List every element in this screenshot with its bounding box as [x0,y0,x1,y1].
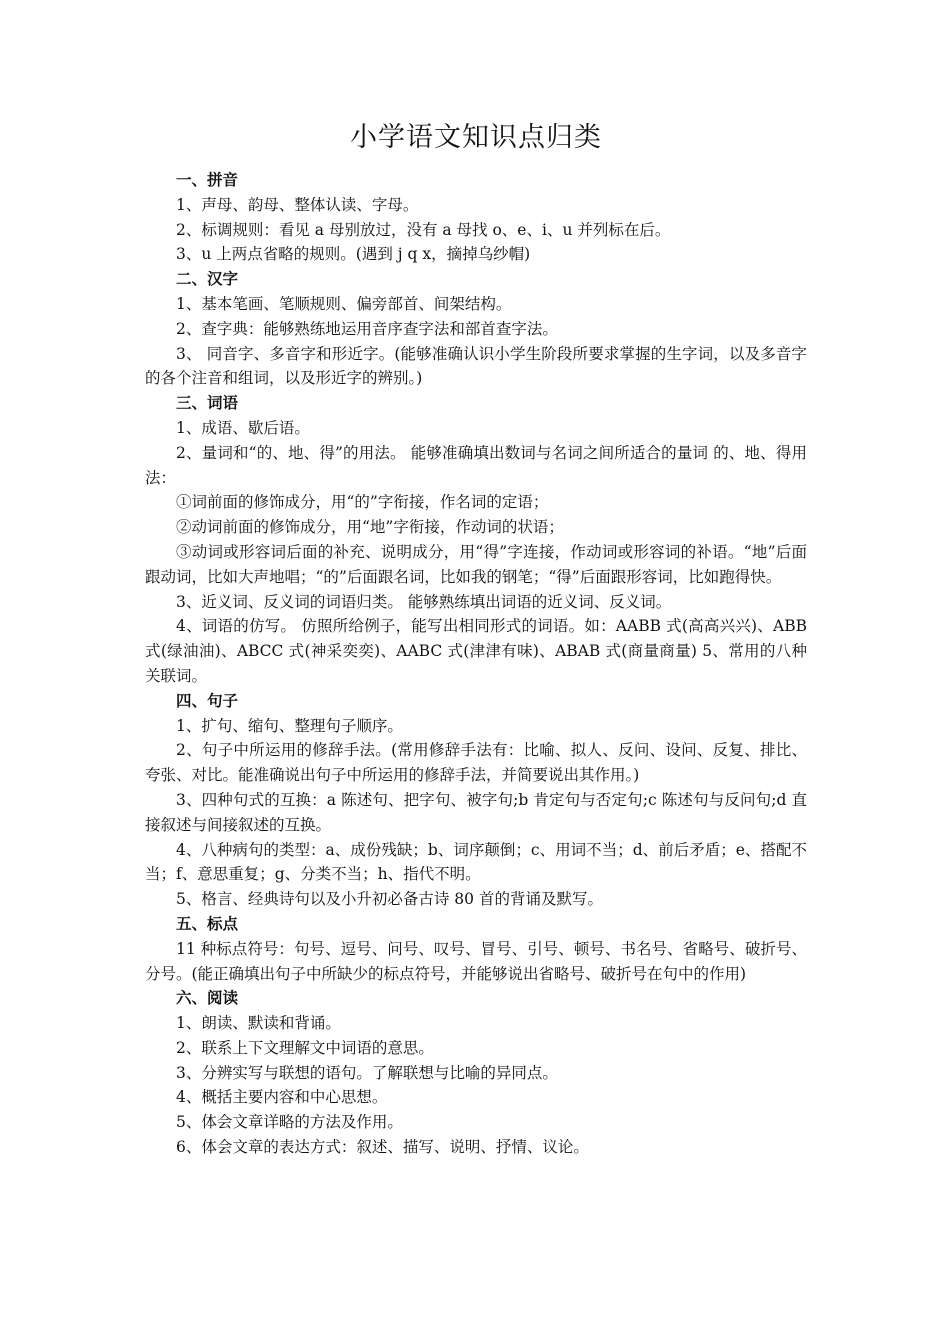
section-heading: 四、句子 [176,690,239,710]
paragraph: 4、概括主要内容和中心思想。 [176,1088,388,1107]
paragraph: 2、量词和“的、地、得”的用法。 能够准确填出数词与名词之间所适合的量词 的、地、得用法： [145,443,807,487]
paragraph: ②动词前面的修饰成分，用“地”字衔接，作动词的状语； [176,518,564,537]
paragraph: 1、成语、歇后语。 [176,418,310,437]
paragraph: ③动词或形容词后面的补充、说明成分，用“得”字连接，作动词或形容词的补语。“地”后面跟动词，比如大声地唱；“的”后面跟名词，比如我的钢笔；“得”后面跟形容词，比如跑得快。 [145,542,807,586]
paragraph: 6、体会文章的表达方式：叙述、描写、说明、抒情、议论。 [176,1138,589,1157]
paragraph: 2、联系上下文理解文中词语的意思。 [176,1038,434,1057]
paragraph: 2、查字典：能够熟练地运用音序查字法和部首查字法。 [176,319,558,338]
section-heading: 一、拼音 [176,170,239,189]
document-page [145,118,807,1160]
paragraph: 5、格言、经典诗句以及小升初必备古诗 80 首的背诵及默写。 [176,890,603,909]
paragraph: 3、近义词、反义词的词语归类。 能够熟练填出词语的近义词、反义词。 [176,592,672,611]
paragraph: 11 种标点符号：句号、逗号、问号、叹号、冒号、引号、顿号、书名号、省略号、破折号、分号。(能正确填出句子中所缺少的标点符号，并能够说出省略号、破折号在句中的作用) [145,939,807,983]
section-heading: 六、阅读 [176,988,239,1008]
section-heading: 二、汉字 [176,269,239,289]
document-body [145,168,807,1160]
paragraph: 2、标调规则：看见 a 母别放过，没有 a 母找 o、e、i、u 并列标在后。 [176,220,671,239]
section-heading: 五、标点 [176,913,239,933]
paragraph: 4、八种病句的类型：a、成份残缺；b、词序颠倒；c、用词不当；d、前后矛盾；e、搭配不当；f、意思重复；g、分类不当；h、指代不明。 [145,840,807,884]
paragraph: 1、扩句、缩句、整理句子顺序。 [176,716,403,735]
paragraph: 1、基本笔画、笔顺规则、偏旁部首、间架结构。 [176,294,512,313]
paragraph: 1、声母、韵母、整体认读、字母。 [176,195,419,214]
paragraph: 3、四种句式的互换：a 陈述句、把字句、被字句;b 肯定句与否定句;c 陈述句与反问句;d 直接叙述与间接叙述的互换。 [145,790,807,834]
paragraph: 3、 同音字、多音字和形近字。(能够准确认识小学生阶段所要求掌握的生字词，以及多音字的各个注音和组词，以及形近字的辨别。) [145,344,807,388]
section-heading: 三、词语 [176,393,239,413]
paragraph: 3、分辨实写与联想的语句。了解联想与比喻的异同点。 [176,1063,558,1082]
paragraph: 5、体会文章详略的方法及作用。 [176,1113,403,1132]
document-title: 小学语文知识点归类 [350,122,602,153]
paragraph: 1、朗读、默读和背诵。 [176,1014,341,1033]
paragraph: 4、词语的仿写。 仿照所给例子，能写出相同形式的词语。如：AABB 式(高高兴兴)、ABB 式(绿油油)、ABCC 式(神采奕奕)、AABC 式(津津有味)、ABAB 式(商量商量) 5、常用的八种关联词。 [145,617,807,685]
paragraph: ①词前面的修饰成分，用“的”字衔接，作名词的定语； [176,493,549,512]
paragraph: 2、句子中所运用的修辞手法。(常用修辞手法有：比喻、拟人、反问、设问、反复、排比、夸张、对比。能准确说出句子中所运用的修辞手法，并简要说出其作用。) [145,741,807,785]
paragraph: 3、u 上两点省略的规则。(遇到 j q x，摘掉乌纱帽) [176,245,531,264]
